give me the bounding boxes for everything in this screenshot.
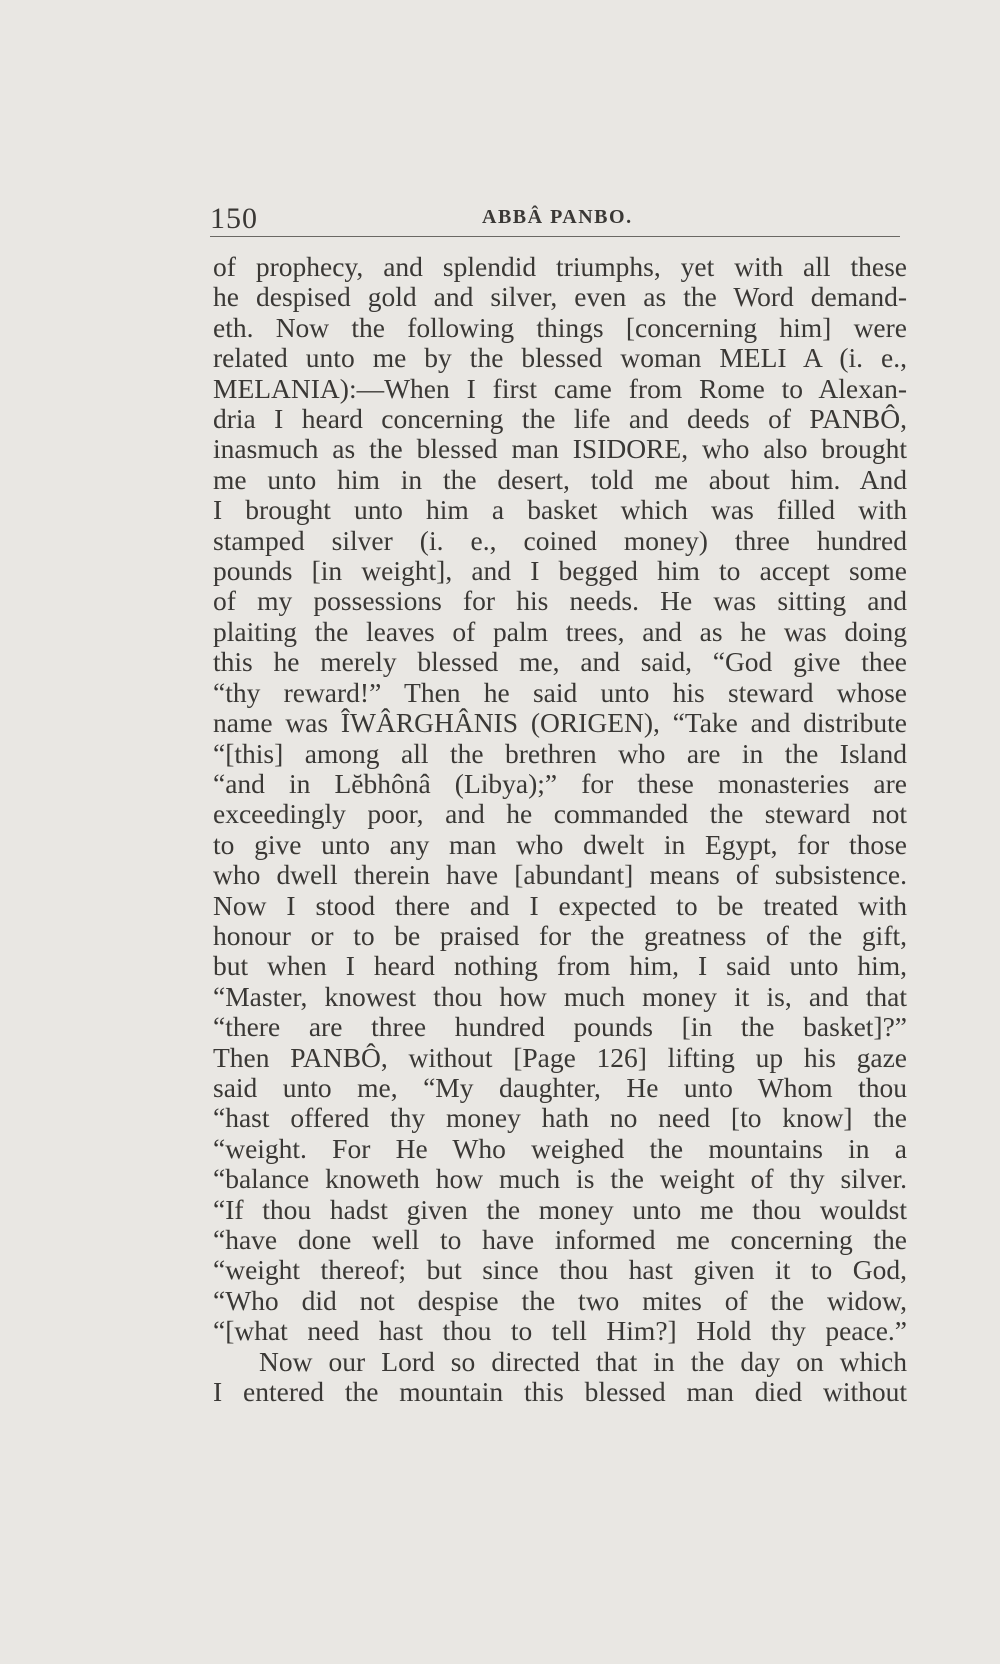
text-line: “there are three hundred pounds [in the basket]?” <box>213 1011 907 1043</box>
text-line: plaiting the leaves of palm trees, and as he was doing <box>213 615 907 647</box>
body-text <box>213 252 907 1407</box>
text-line: pounds [in weight], and I begged him to accept some <box>213 555 907 587</box>
text-line: he despised gold and silver, even as the Word demand- <box>213 281 907 313</box>
text-line: “and in Lĕbhônâ (Libya);” for these monasteries are <box>213 767 907 799</box>
text-line: Then PANBÔ, without [Page 126] lifting up his gaze <box>213 1041 907 1073</box>
text-line: eth. Now the following things [concerning him] were <box>213 311 907 343</box>
text-line: stamped silver (i. e., coined money) three hundred <box>213 524 907 556</box>
text-line: “balance knoweth how much is the weight of thy silver. <box>213 1163 907 1195</box>
text-line: this he merely blessed me, and said, “God give thee <box>213 646 907 678</box>
text-line: exceedingly poor, and he commanded the steward not <box>213 798 907 830</box>
text-line: “Master, knowest thou how much money it is, and that <box>213 980 907 1012</box>
text-line: “[what need hast thou to tell Him?] Hold thy peace.” <box>213 1315 907 1347</box>
page-header <box>210 202 900 238</box>
text-line: dria I heard concerning the life and deeds of PANBÔ, <box>213 403 907 435</box>
text-line: name was ÎWÂRGHÂNIS (ORIGEN), “Take and distribute <box>213 707 907 739</box>
text-line: me unto him in the desert, told me about him. And <box>213 463 907 495</box>
text-line: honour or to be praised for the greatness of the gift, <box>213 919 907 951</box>
text-line: but when I heard nothing from him, I said unto him, <box>213 950 907 982</box>
text-line: Now our Lord so directed that in the day on which <box>259 1345 907 1377</box>
text-line: “weight thereof; but since thou hast given it to God, <box>213 1254 907 1286</box>
page-number: 150 <box>210 202 258 235</box>
text-line: I entered the mountain this blessed man died without <box>213 1376 907 1408</box>
text-line: “[this] among all the brethren who are in the Island <box>213 737 907 769</box>
text-line: said unto me, “My daughter, He unto Whom thou <box>213 1071 907 1103</box>
text-line: “hast offered thy money hath no need [to know] the <box>213 1102 907 1134</box>
text-line: “weight. For He Who weighed the mountains in a <box>213 1132 907 1164</box>
text-line: “Who did not despise the two mites of the widow, <box>213 1284 907 1316</box>
text-line: related unto me by the blessed woman MELI A (i. e., <box>213 342 907 374</box>
running-head: ABBÂ PANBO. <box>482 206 633 228</box>
text-line: “If thou hadst given the money unto me thou wouldst <box>213 1193 907 1225</box>
text-line: of prophecy, and splendid triumphs, yet with all these <box>213 251 907 282</box>
text-line: I brought unto him a basket which was filled with <box>213 494 907 526</box>
text-line: “have done well to have informed me concerning the <box>213 1224 907 1255</box>
text-line: MELANIA):—When I first came from Rome to Alexan- <box>213 372 907 404</box>
text-line: inasmuch as the blessed man ISIDORE, who also brought <box>213 433 907 465</box>
text-line: of my possessions for his needs. He was sitting and <box>213 585 907 617</box>
text-line: “thy reward!” Then he said unto his steward whose <box>213 676 907 708</box>
text-line: Now I stood there and I expected to be treated with <box>213 889 907 921</box>
header-rule <box>210 236 900 237</box>
text-line: to give unto any man who dwelt in Egypt, for those <box>213 828 907 860</box>
text-line: who dwell therein have [abundant] means of subsistence. <box>213 859 907 891</box>
